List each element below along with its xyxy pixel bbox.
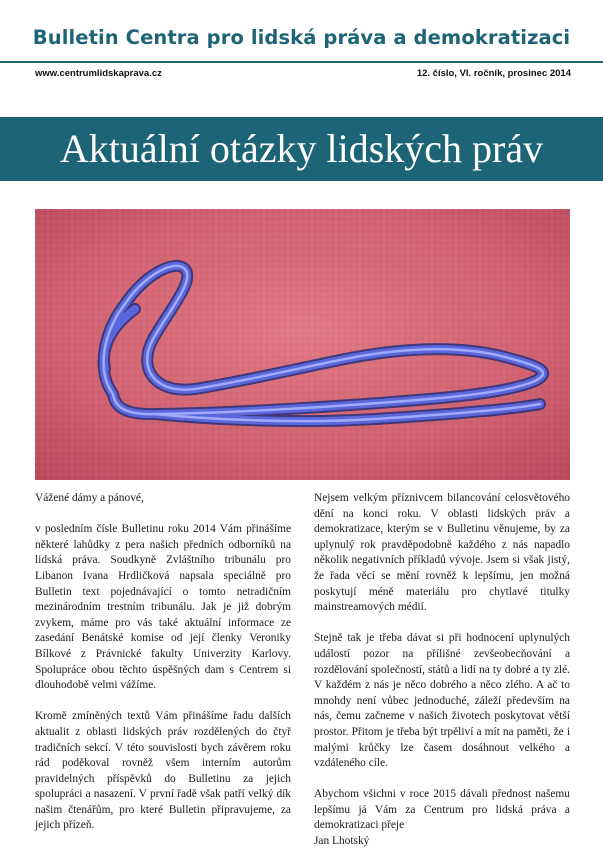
virus-micrograph-image — [35, 209, 570, 480]
title-band — [0, 117, 603, 181]
page-title: Aktuální otázky lidských práv — [59, 126, 544, 171]
paragraph: v posledním čísle Bulletinu roku 2014 Vám přinášíme některé lahůdky z pera našich předních odborníků na lidská práva. Soudkyně Zvláštního tribunálu pro Libanon Ivana Hrdličková napsala speciálně pro Bulletin text pojednávající o tomto netradičním mezinárodním trestním tribunálu. Jak je již dobrým zvykem, máme pro vás také aktuální informace ze zasedání Benátské komise od její členky Veroniky Bílkové z Právnické fakulty Univerzity Karlovy. Spolupráce obou těchto úspěšných dam s Centrem si dlouhodobě velmi vážíme. — [35, 523, 291, 692]
signature: Jan Lhotský — [314, 835, 370, 848]
greeting: Vážené dámy a pánové, — [35, 492, 144, 504]
paragraph: Abychom všichni v roce 2015 dávali přednost našemu lepšímu já Vám za Centrum pro lidská práva a demokratizaci přeje — [314, 788, 570, 832]
paragraph: Stejně tak je třeba dávat si při hodnocení uplynulých událostí pozor na přílišné zevšeobecňování a rozdělování společností, států a lidí na ty dobré a ty zlé. V každém z nás je něco dobrého a něco zlého. A ač to mnohdy není vůbec jednoduché, záleží především na nás, čemu začneme v našich životech poskytovat větší prostor. Přitom je třeba být trpěliví a mít na paměti, že i malými krůčky lze časem dosáhnout velkého a vzdáleného cíle. — [314, 632, 570, 770]
right-text-column — [314, 491, 570, 850]
website-address: www.centrumlidskaprava.cz — [35, 68, 162, 79]
bulletin-masthead: Bulletin Centra pro lidská práva a demokratizaci — [32, 26, 571, 49]
paragraph: Kromě zmíněných textů Vám přinášíme řadu dalších aktualit z oblasti lidských práv rozdělených do čtyř tradičních sekcí. V této souvislosti bych závěrem roku rád poděkoval rovněž všem interním autorům pravidelných příspěvků do Bulletinu za jejich spolupráci a nasazení. V první řadě však patří velký dík našim čtenářům, pro které Bulletin připravujeme, za jejich přízeň. — [35, 710, 291, 832]
paragraph: Nejsem velkým příznivcem bilancování celosvětového dění na konci roku. V oblasti lidských práv a demokratizace, kterým se v Bulletinu věnujeme, by za uplynulý rok pravděpodobně každého z nás napadlo několik negativních příkladů vývoje. Jsem si však jistý, že řada věcí se mění rovněž k lepšímu, jen možná poskytují méně materiálu pro chytlavé titulky mainstreamových médií. — [314, 492, 570, 614]
micrograph-illustration — [35, 209, 570, 480]
left-text-column — [35, 491, 291, 850]
issue-info: 12. číslo, VI. ročník, prosinec 2014 — [416, 68, 571, 79]
header-divider — [0, 61, 603, 63]
